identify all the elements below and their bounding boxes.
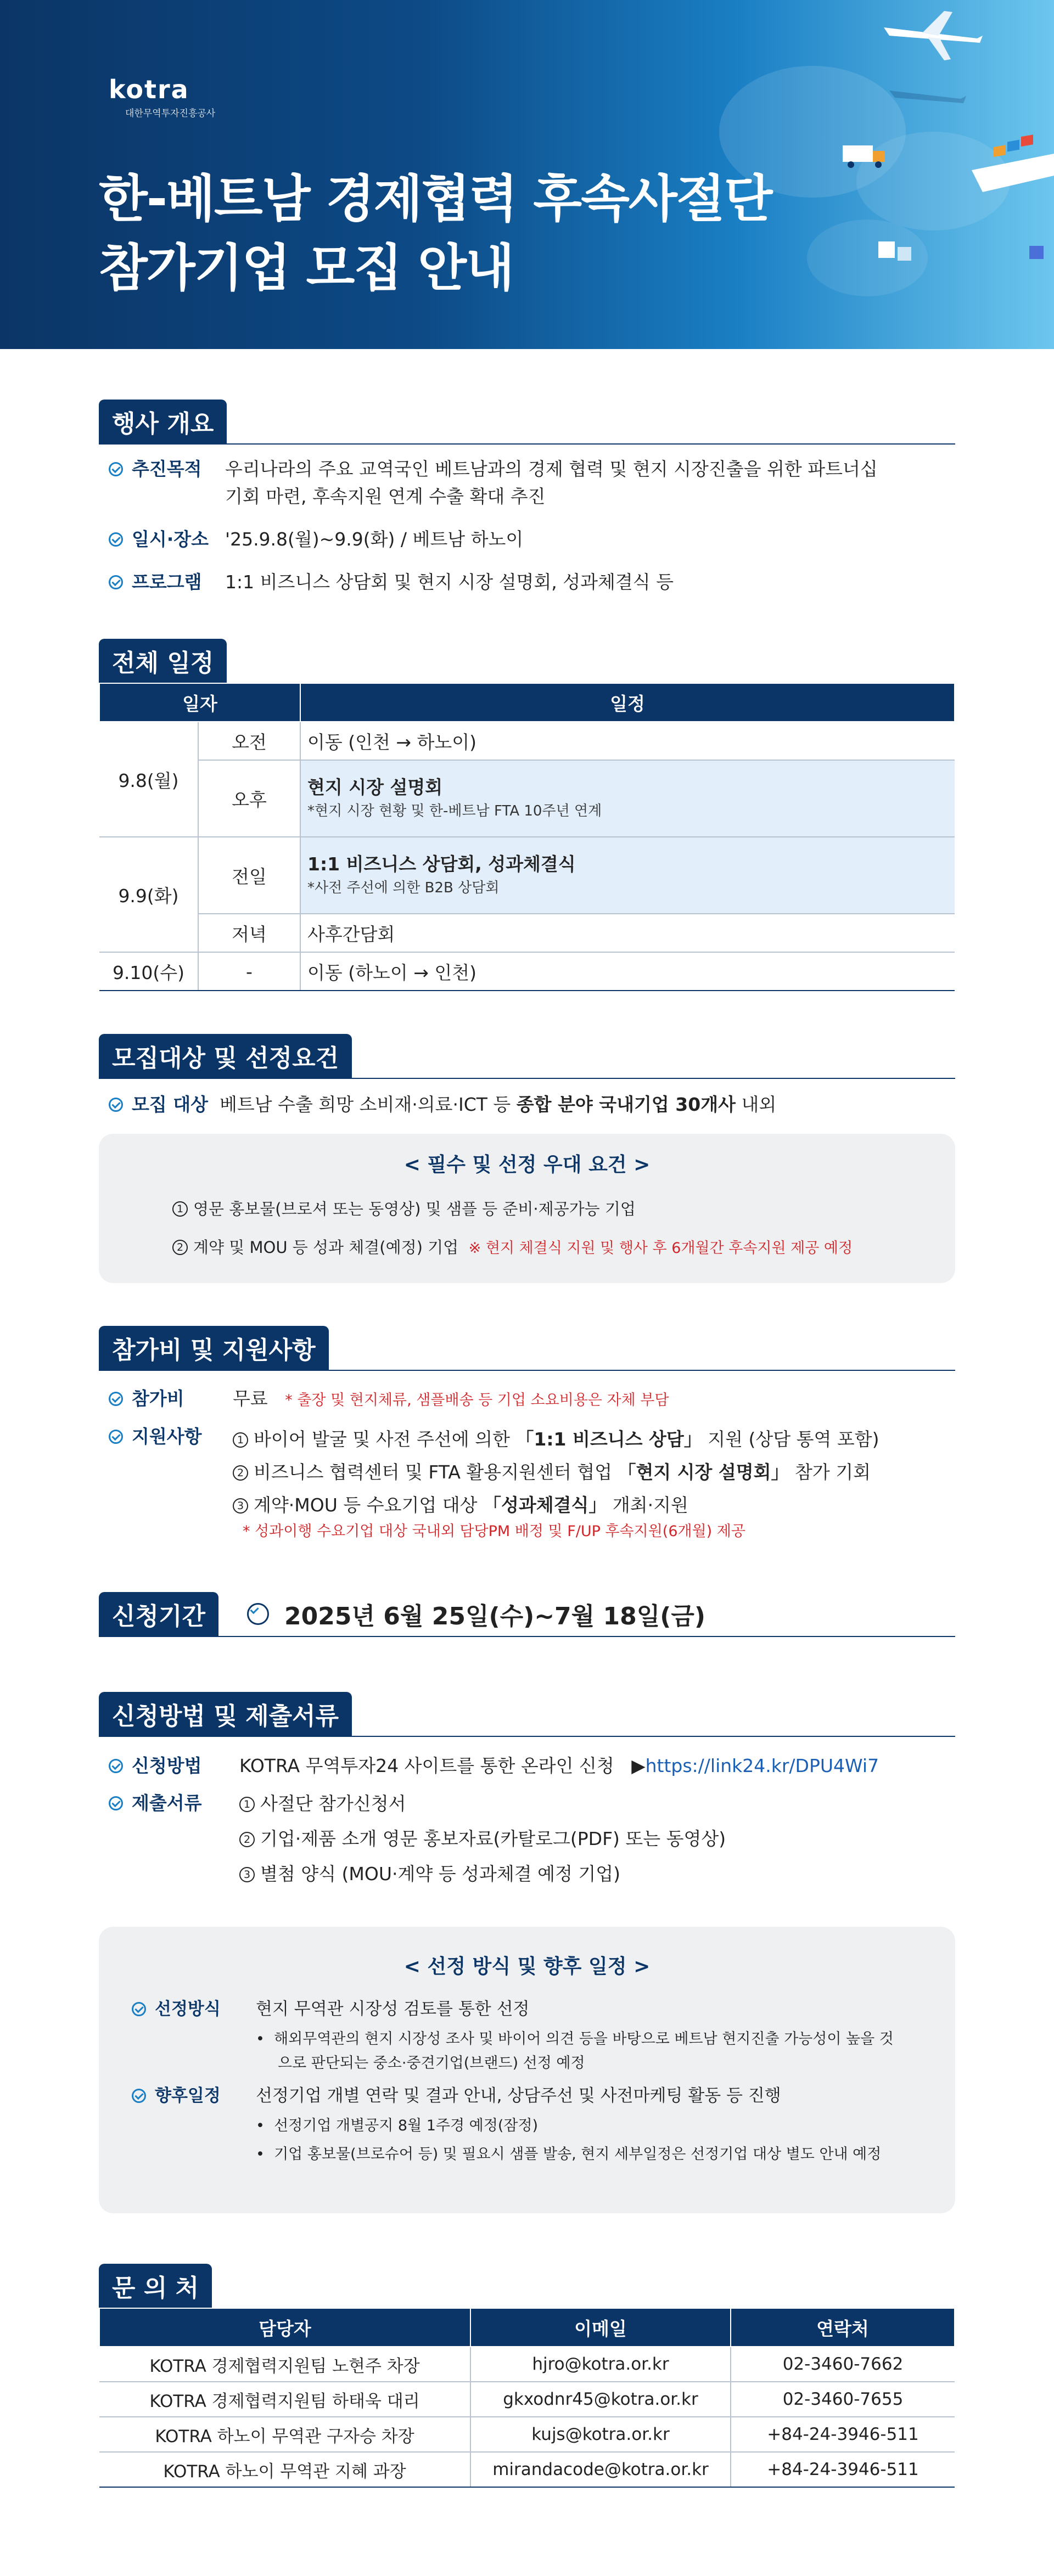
contact-name: KOTRA 경제협력지원팀 노현주 차장 [99, 2347, 470, 2382]
event-cell: 사후간담회 [300, 914, 955, 952]
requirement-text: 계약 및 MOU 등 성과 체결(예정) 기업 [193, 1238, 459, 1257]
next-steps-row [132, 2082, 955, 2167]
time-cell: - [198, 952, 300, 991]
bullet-text: 기업 홍보물(브로슈어 등) 및 필요시 샘플 발송, 현지 세부일정은 선정기업 대상 별도 안내 예정 [274, 2146, 882, 2163]
row-label: 프로그램 [132, 571, 202, 593]
contact-section [99, 2264, 955, 2488]
number-badge: 3 [239, 1867, 255, 1882]
table-row [99, 2417, 955, 2452]
event-note: *현지 시장 현황 및 한-베트남 FTA 10주년 연계 [307, 803, 602, 819]
table-row [99, 760, 955, 837]
support-item [233, 1423, 955, 1456]
event-title: 1:1 비즈니스 상담회, 성과체결식 [307, 853, 576, 875]
overview-row-purpose [99, 455, 955, 510]
number-badge: 3 [233, 1498, 248, 1514]
section-title-recruit: 모집대상 및 선정요건 [99, 1034, 352, 1078]
section-title-apply: 신청방법 및 제출서류 [99, 1692, 352, 1736]
day-cell: 9.8(월) [99, 722, 198, 837]
row-label: 선정방식 [155, 1999, 221, 2019]
support-item [233, 1456, 955, 1489]
row-label: 신청방법 [132, 1755, 202, 1776]
day-cell: 9.10(수) [99, 952, 198, 991]
event-note: *사전 주선에 의한 B2B 상담회 [307, 880, 500, 896]
event-cell: 이동 (인천 → 하노이) [300, 722, 955, 760]
period-section [99, 1592, 955, 1637]
contact-table [99, 2308, 955, 2488]
cargo-ship-icon [972, 132, 1054, 198]
number-badge: 1 [233, 1432, 248, 1448]
recruit-value: 베트남 수출 희망 소비재·의료·ICT 등 [220, 1094, 517, 1115]
event-cell [300, 837, 955, 914]
apply-link[interactable]: https://link24.kr/DPU4Wi7 [645, 1755, 879, 1776]
contact-email[interactable]: mirandacode@kotra.or.kr [470, 2452, 731, 2487]
recruit-row [99, 1091, 955, 1118]
time-cell: 오전 [198, 722, 300, 760]
requirement-item [172, 1236, 955, 1259]
row-value: 1:1 비즈니스 상담회 및 현지 시장 설명회, 성과체결식 등 [225, 571, 674, 593]
check-icon [247, 1603, 269, 1625]
support-row [99, 1423, 955, 1542]
time-cell: 오후 [198, 760, 300, 837]
requirements-box [99, 1134, 955, 1283]
number-badge: 1 [239, 1797, 255, 1812]
support-bold: 「현지 시장 설명회」 [618, 1461, 789, 1483]
support-item [233, 1489, 955, 1522]
overview-section [99, 400, 955, 596]
recruit-value-post: 내외 [735, 1094, 777, 1115]
support-text: 참가 기회 [789, 1461, 871, 1483]
selection-box [99, 1927, 955, 2213]
fee-value: 무료 [233, 1388, 268, 1409]
check-icon [109, 462, 123, 476]
selection-value: 현지 무역관 시장성 검토를 통한 선정 [256, 1999, 530, 2019]
section-title-overview: 행사 개요 [99, 400, 227, 443]
support-text: 지원 (상담 통역 포함) [702, 1428, 879, 1450]
truck-icon [840, 137, 889, 170]
doc-item [239, 1857, 955, 1892]
check-icon [109, 575, 123, 589]
box-title: < 필수 및 선정 우대 요건 > [403, 1154, 651, 1176]
time-cell: 전일 [198, 837, 300, 914]
support-note: * 성과이행 수요기업 대상 국내외 담당PM 배정 및 F/UP 후속지원(6개월) 제공 [243, 1523, 745, 1540]
requirement-note: ※ 현지 체결식 지원 및 행사 후 6개월간 후속지원 제공 예정 [468, 1240, 853, 1257]
selection-bullet: • 해외무역관의 현지 시장성 조사 및 바이어 의견 등을 바탕으로 베트남 현지진출 가능성이 높을 것 으로 판단되는 중소·중견기업(브랜드) 선정 예정 [256, 2027, 955, 2076]
contact-email[interactable]: gkxodnr45@kotra.or.kr [470, 2382, 731, 2417]
method-value: KOTRA 무역투자24 사이트를 통한 온라인 신청 [239, 1755, 614, 1776]
table-row [99, 837, 955, 914]
recruit-value-bold: 종합 분야 국내기업 30개사 [516, 1094, 736, 1115]
day-cell: 9.9(화) [99, 837, 198, 952]
bullet-text: 해외무역관의 현지 시장성 조사 및 바이어 의견 등을 바탕으로 베트남 현지진출 가능성이 높을 것 [274, 2031, 894, 2048]
row-label: 모집 대상 [132, 1094, 209, 1115]
support-bold: 「성과체결식」 [483, 1494, 607, 1516]
bullet-text: 선정기업 개별공지 8월 1주경 예정(잠정) [274, 2117, 539, 2134]
bullet-text: 으로 판단되는 중소·중견기업(브랜드) 선정 예정 [278, 2055, 585, 2072]
box-title: < 선정 방식 및 향후 일정 > [403, 1955, 651, 1978]
apply-section [99, 1692, 955, 2213]
next-bullet: • 기업 홍보물(브로슈어 등) 및 필요시 샘플 발송, 현지 세부일정은 선정기업 대상 별도 안내 예정 [256, 2146, 882, 2163]
doc-item [239, 1786, 955, 1821]
method-row [99, 1752, 955, 1780]
support-text: 계약·MOU 등 수요기업 대상 [254, 1494, 483, 1516]
title-line-2: 참가기업 모집 안내 [99, 239, 514, 297]
event-cell [300, 760, 955, 837]
contact-email[interactable]: hjro@kotra.or.kr [470, 2347, 731, 2382]
doc-text: 기업·제품 소개 영문 홍보자료(카탈로그(PDF) 또는 동영상) [260, 1828, 726, 1849]
table-row [99, 2347, 955, 2382]
row-label: 일시·장소 [132, 528, 209, 550]
schedule-table [99, 683, 955, 991]
contact-phone: +84-24-3946-511 [731, 2452, 955, 2487]
row-value: 우리나라의 주요 교역국인 베트남과의 경제 협력 및 현지 시장진출을 위한 파트너십 [225, 458, 878, 480]
kotra-logo [109, 75, 215, 119]
fee-note: * 출장 및 현지체류, 샘플배송 등 기업 소요비용은 자체 부담 [285, 1392, 669, 1409]
period-value: 2025년 6월 25일(수)~7월 18일(금) [284, 1602, 705, 1630]
number-badge: 2 [239, 1832, 255, 1847]
number-badge: 2 [233, 1465, 248, 1481]
doc-item [239, 1821, 955, 1857]
event-cell: 이동 (하노이 → 인천) [300, 952, 955, 991]
row-value: '25.9.8(월)~9.9(화) / 베트남 하노이 [225, 528, 524, 550]
fee-row [99, 1385, 955, 1414]
overview-row-date [99, 526, 955, 553]
support-text: 개최·지원 [607, 1494, 688, 1516]
header-name: 담당자 [99, 2308, 470, 2347]
banner [0, 0, 1054, 349]
header-schedule: 일정 [300, 683, 955, 722]
doc-text: 별첨 양식 (MOU·계약 등 성과체결 예정 기업) [260, 1863, 620, 1885]
contact-email[interactable]: kujs@kotra.or.kr [470, 2417, 731, 2452]
check-icon [109, 1392, 123, 1406]
section-title-fee: 참가비 및 지원사항 [99, 1326, 329, 1370]
row-label: 향후일정 [155, 2086, 221, 2106]
page-title [99, 165, 772, 303]
contact-name: KOTRA 경제협력지원팀 하태욱 대리 [99, 2382, 470, 2417]
docs-row [99, 1790, 955, 1892]
number-badge: 1 [172, 1201, 188, 1217]
header-date: 일자 [99, 683, 300, 722]
next-value: 선정기업 개별 연락 및 결과 안내, 상담주선 및 사전마케팅 활동 등 진행 [256, 2086, 781, 2106]
section-title-schedule: 전체 일정 [99, 639, 227, 683]
contact-name: KOTRA 하노이 무역관 지혜 과장 [99, 2452, 470, 2487]
logo-subtitle: 대한무역투자진흥공사 [125, 108, 216, 119]
requirement-item [172, 1198, 955, 1220]
section-title-contact: 문 의 처 [99, 2264, 212, 2308]
contact-phone: 02-3460-7662 [731, 2347, 955, 2382]
time-cell: 저녁 [198, 914, 300, 952]
row-label: 참가비 [132, 1388, 184, 1409]
table-row [99, 914, 955, 952]
section-title-period: 신청기간 [99, 1592, 218, 1636]
row-value-cont: 기회 마련, 후속지원 연계 수출 확대 추진 [225, 486, 546, 507]
contact-name: KOTRA 하노이 무역관 구자승 차장 [99, 2417, 470, 2452]
requirement-text: 영문 홍보물(브로셔 또는 동영상) 및 샘플 등 준비·제공가능 기업 [193, 1200, 636, 1218]
check-icon [132, 2002, 146, 2016]
table-row [99, 952, 955, 991]
header-phone: 연락처 [731, 2308, 955, 2347]
header-email: 이메일 [470, 2308, 731, 2347]
cube-icon [1027, 241, 1049, 263]
check-icon [109, 1430, 123, 1444]
check-icon [109, 1098, 123, 1112]
arrow-right-icon: ▶ [631, 1755, 646, 1776]
logo-word: kotra [109, 75, 189, 104]
contact-phone: +84-24-3946-511 [731, 2417, 955, 2452]
table-row [99, 2452, 955, 2487]
cargo-box-icon [873, 230, 922, 269]
table-row [99, 2382, 955, 2417]
check-icon [109, 532, 123, 547]
next-bullet: • 선정기업 개별공지 8월 1주경 예정(잠정) [256, 2117, 539, 2134]
title-line-1: 한-베트남 경제협력 후속사절단 [99, 170, 772, 228]
row-label: 지원사항 [132, 1426, 202, 1447]
selection-row [132, 1995, 955, 2076]
support-text: 비즈니스 협력센터 및 FTA 활용지원센터 협업 [254, 1461, 618, 1483]
doc-text: 사절단 참가신청서 [260, 1793, 406, 1814]
overview-row-program [99, 569, 955, 596]
number-badge: 2 [172, 1240, 188, 1255]
check-icon [109, 1759, 123, 1773]
table-row [99, 722, 955, 760]
support-bold: 「1:1 비즈니스 상담」 [515, 1428, 702, 1450]
airplane-icon [878, 5, 988, 66]
airplane-shadow-icon [884, 71, 972, 121]
recruit-section [99, 1034, 955, 1283]
fee-section [99, 1326, 955, 1542]
support-text: 바이어 발굴 및 사전 주선에 의한 [254, 1428, 516, 1450]
schedule-section [99, 639, 955, 991]
check-icon [109, 1796, 123, 1810]
contact-phone: 02-3460-7655 [731, 2382, 955, 2417]
event-title: 현지 시장 설명회 [307, 777, 443, 798]
row-label: 제출서류 [132, 1792, 202, 1814]
row-label: 추진목적 [132, 458, 202, 480]
check-icon [132, 2089, 146, 2103]
